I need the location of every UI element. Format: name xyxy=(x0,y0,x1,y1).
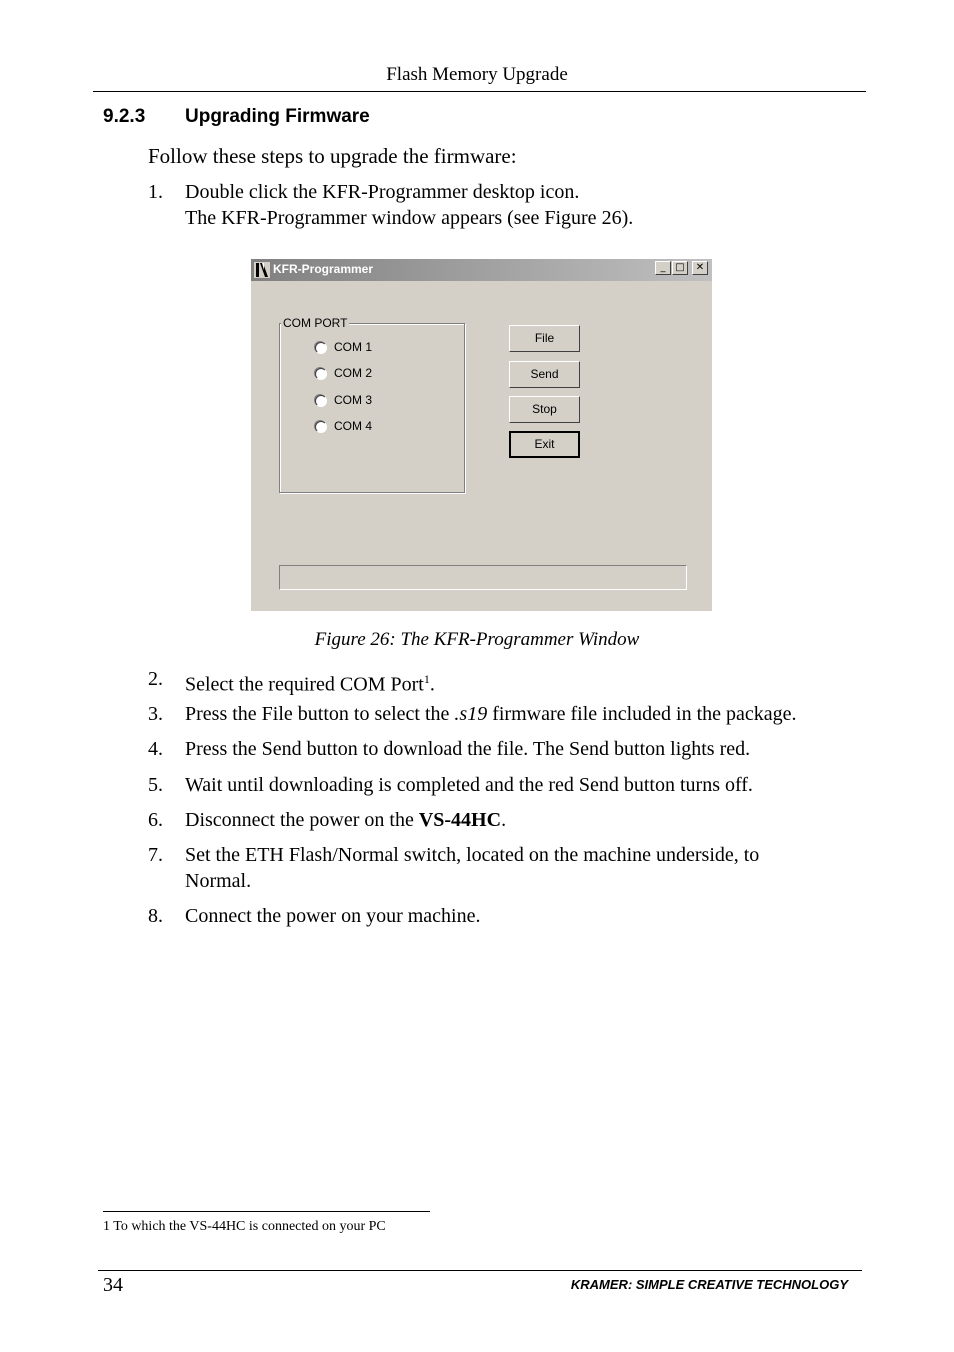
file-button[interactable]: File xyxy=(509,325,580,352)
step-7 xyxy=(148,842,848,894)
step-text-end: firmware file included in the package. xyxy=(487,703,797,725)
step-number: 7. xyxy=(148,844,163,866)
step-text: The KFR-Programmer window appears (see Figure 26). xyxy=(185,207,634,229)
step-text: Press the File button to select the xyxy=(185,703,455,725)
stop-button[interactable]: Stop xyxy=(509,396,580,423)
window-title: KFR-Programmer xyxy=(273,262,374,276)
section-title: Upgrading Firmware xyxy=(185,106,370,127)
radio-circle-icon xyxy=(315,395,327,407)
step-text: Double click the KFR-Programmer desktop icon. xyxy=(185,181,580,203)
running-header: Flash Memory Upgrade xyxy=(386,64,568,85)
footer-rule xyxy=(98,1270,862,1271)
step-text: Set the ETH Flash/Normal switch, located on the machine underside, to xyxy=(185,844,760,866)
step-text-end: . xyxy=(429,673,435,696)
minimize-button[interactable]: _ xyxy=(655,261,671,275)
step-text: Select the required COM Port xyxy=(185,673,424,696)
section-heading xyxy=(103,106,370,128)
radio-label: COM 3 xyxy=(334,393,373,407)
window-titlebar xyxy=(251,259,712,281)
step-number: 8. xyxy=(148,905,163,927)
progress-bar xyxy=(279,565,687,590)
product-name: VS-44HC xyxy=(418,809,502,831)
step-text: Press the Send button to download the file. The Send button lights red. xyxy=(185,738,751,760)
radio-circle-icon xyxy=(315,342,327,354)
radio-label: COM 1 xyxy=(334,340,373,354)
exit-button[interactable]: Exit xyxy=(509,431,580,458)
footnote-rule xyxy=(103,1211,430,1212)
kramer-app-icon xyxy=(254,262,270,278)
figure-caption: Figure 26: The KFR-Programmer Window xyxy=(314,629,640,650)
step-number: 5. xyxy=(148,774,163,796)
kfr-programmer-window xyxy=(251,259,712,611)
radio-circle-icon xyxy=(315,421,327,433)
header-rule xyxy=(93,91,866,92)
step-number: 2. xyxy=(148,668,163,690)
step-text: Disconnect the power on the xyxy=(185,809,419,831)
com4-radio[interactable] xyxy=(315,419,372,433)
step-number: 3. xyxy=(148,703,163,725)
close-button[interactable]: ✕ xyxy=(692,261,708,275)
send-button[interactable]: Send xyxy=(509,361,580,388)
com2-radio[interactable] xyxy=(315,366,372,380)
step-number: 4. xyxy=(148,738,163,760)
section-number: 9.2.3 xyxy=(103,106,146,127)
step-text-end: . xyxy=(501,809,507,831)
radio-circle-icon xyxy=(315,368,327,380)
com1-radio[interactable] xyxy=(315,340,372,354)
radio-label: COM 2 xyxy=(334,366,373,380)
page-number: 34 xyxy=(103,1274,123,1296)
file-extension: .s19 xyxy=(454,703,488,725)
maximize-button[interactable]: □ xyxy=(672,261,688,275)
step-text: Normal. xyxy=(185,870,252,892)
step-text: Connect the power on your machine. xyxy=(185,905,481,927)
com3-radio[interactable] xyxy=(315,393,372,407)
intro-text: Follow these steps to upgrade the firmware: xyxy=(148,144,517,168)
step-number: 1. xyxy=(148,181,163,203)
step-number: 6. xyxy=(148,809,163,831)
step-text: Wait until downloading is completed and the red Send button turns off. xyxy=(185,774,753,796)
radio-label: COM 4 xyxy=(334,419,373,433)
footnote: 1 To which the VS-44HC is connected on your PC xyxy=(103,1219,386,1234)
step-1 xyxy=(148,179,848,231)
footnote-ref: 1 xyxy=(423,672,430,686)
footer-brand: KRAMER: SIMPLE CREATIVE TECHNOLOGY xyxy=(570,1277,848,1292)
com-port-label: COM PORT xyxy=(283,316,348,330)
